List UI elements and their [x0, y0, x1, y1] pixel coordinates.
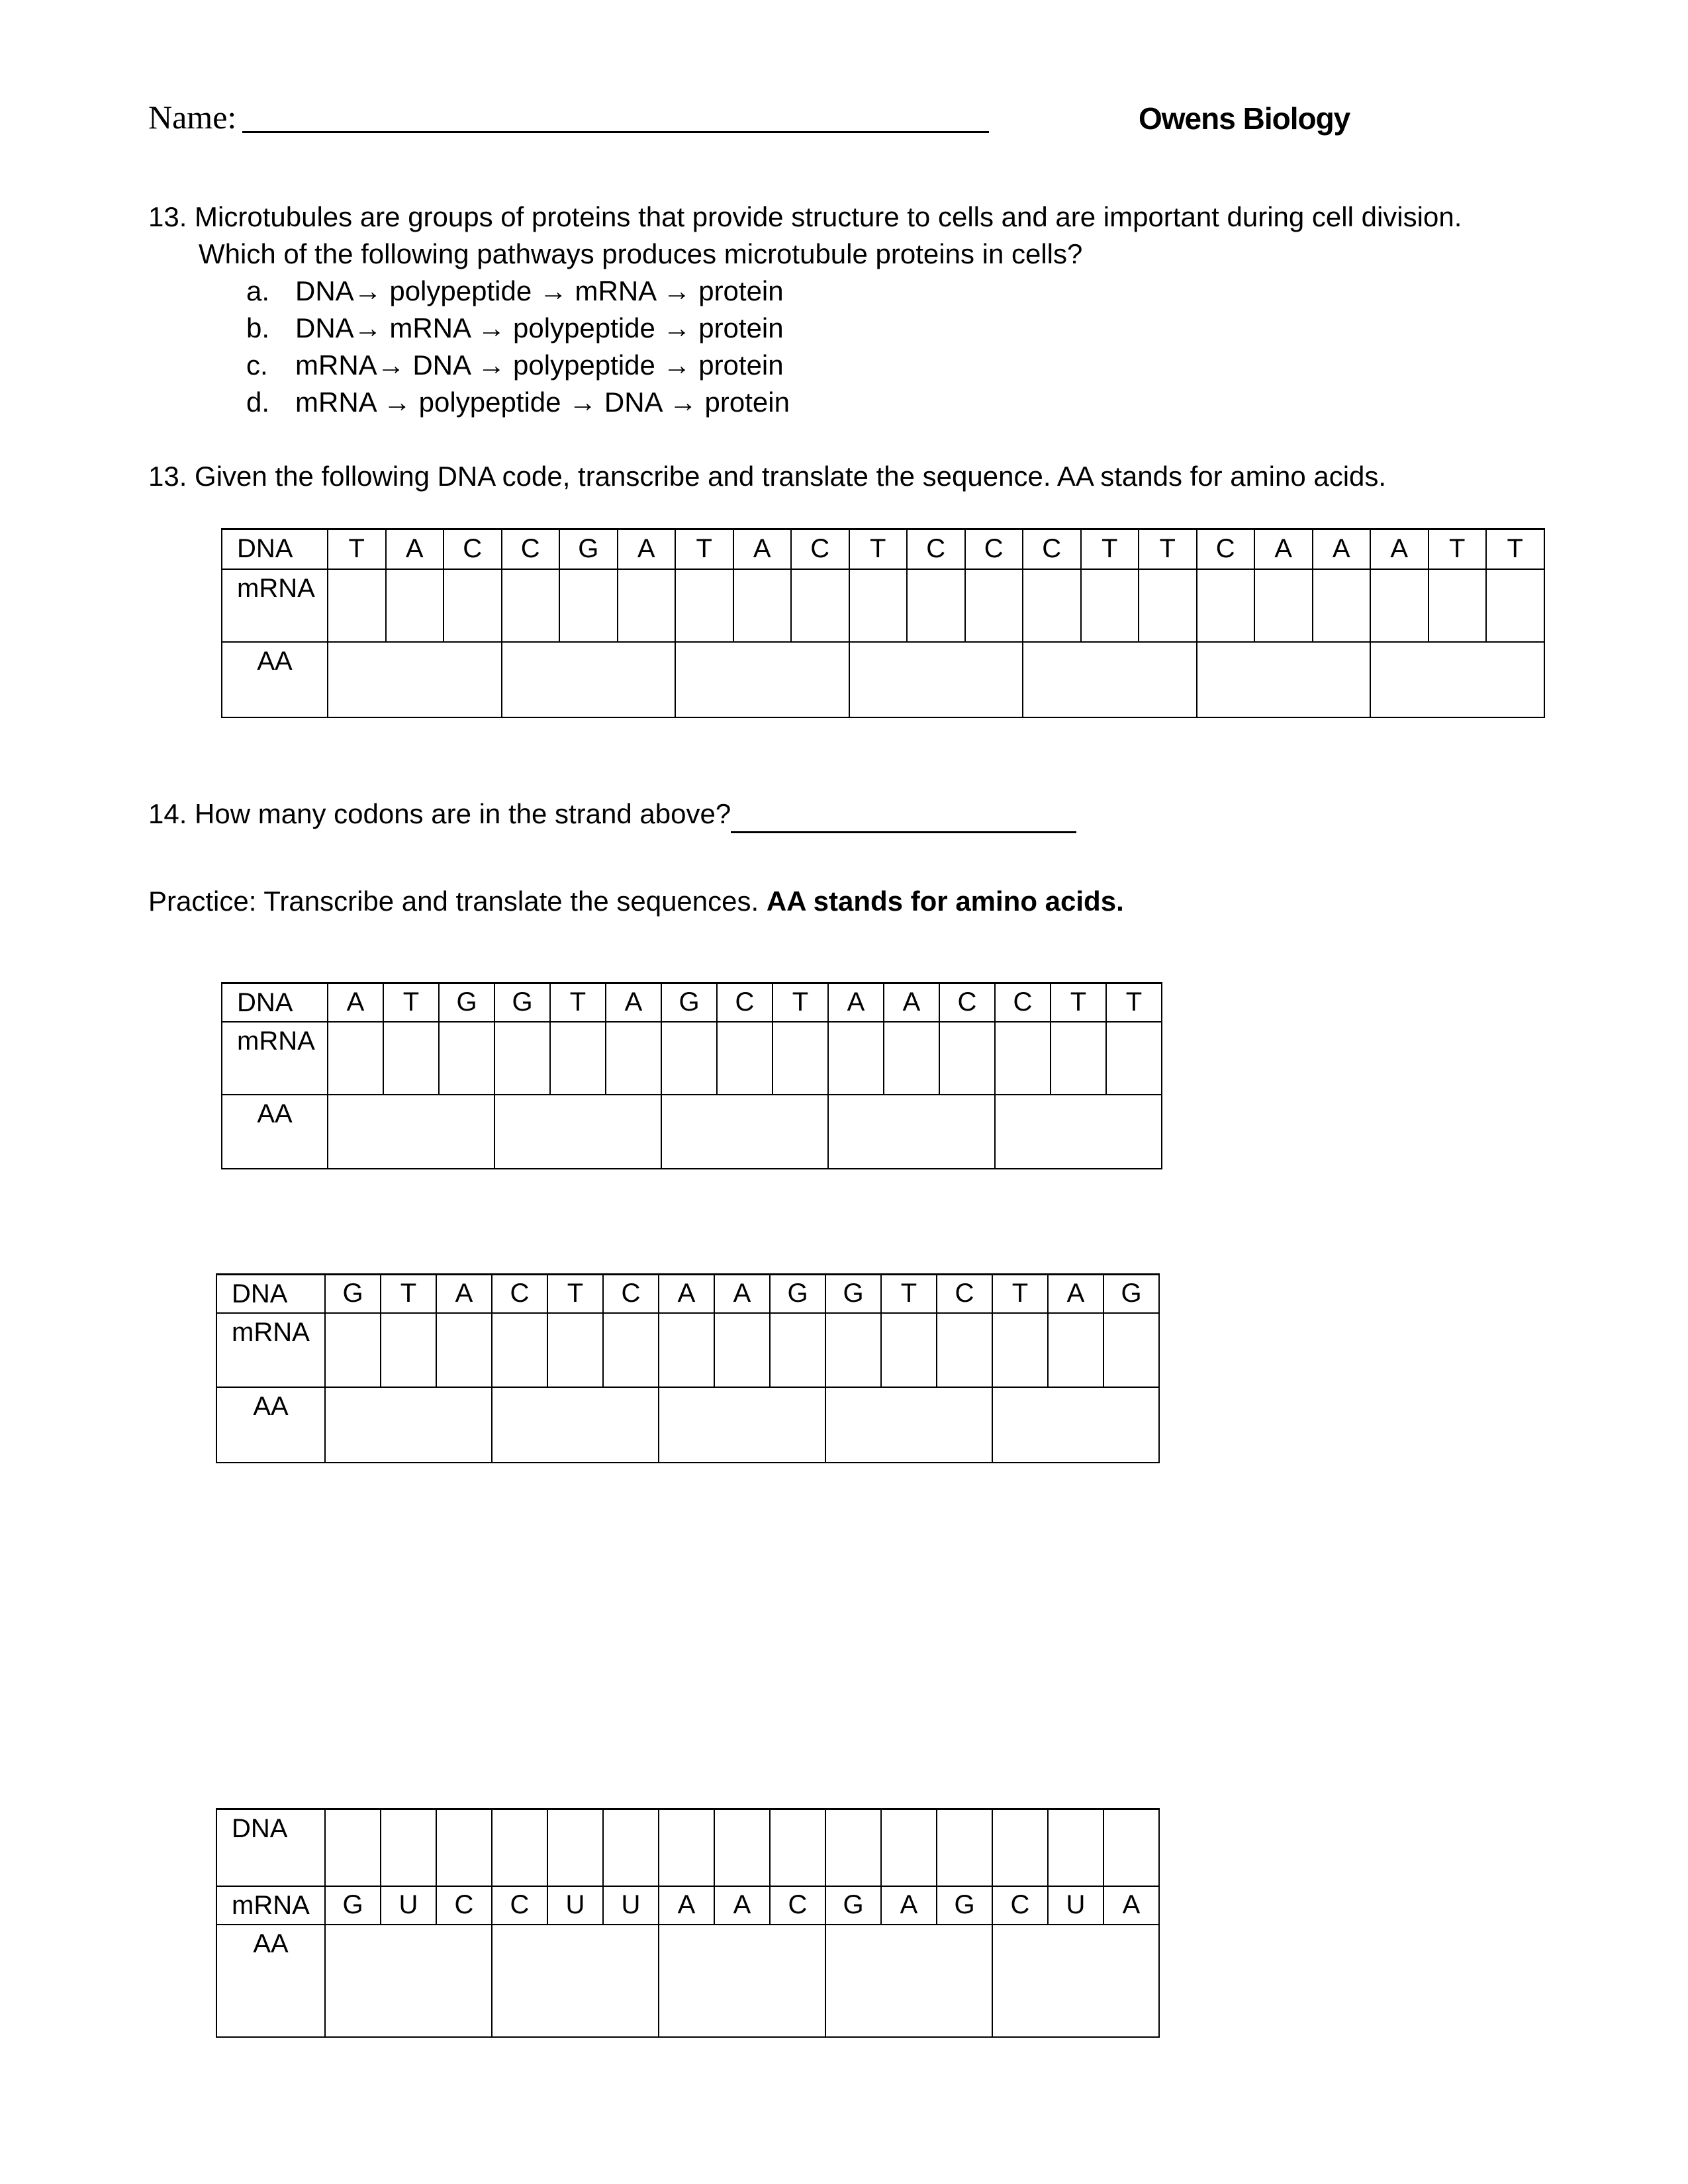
base-cell: G [937, 1886, 992, 1925]
mrna-answer-cell[interactable] [937, 1313, 992, 1387]
base-cell: T [1139, 529, 1197, 569]
question-13-line-2: Which of the following pathways produces microtubule proteins in cells? [199, 238, 1083, 269]
dna-answer-cell[interactable] [937, 1809, 992, 1886]
base-cell: T [1081, 529, 1139, 569]
mrna-answer-cell[interactable] [939, 1022, 995, 1095]
amino-acid-cell[interactable] [502, 642, 676, 717]
base-cell: T [381, 1275, 436, 1313]
mrna-answer-cell[interactable] [1023, 569, 1081, 642]
option-d[interactable] [246, 384, 790, 421]
base-cell: C [992, 1886, 1048, 1925]
amino-acid-cell[interactable] [992, 1925, 1159, 2037]
amino-acid-cell[interactable] [492, 1925, 659, 2037]
dna-answer-cell[interactable] [770, 1809, 825, 1886]
base-cell: T [1429, 529, 1487, 569]
mrna-row [216, 1313, 1159, 1387]
mrna-row-label: mRNA [216, 1313, 325, 1387]
mrna-answer-cell[interactable] [907, 569, 965, 642]
mrna-answer-cell[interactable] [773, 1022, 828, 1095]
base-cell: G [325, 1886, 381, 1925]
name-label: Name: [148, 99, 237, 136]
base-cell: T [383, 983, 439, 1022]
mrna-answer-cell[interactable] [618, 569, 676, 642]
dna-row-label: DNA [222, 983, 328, 1022]
base-cell: A [828, 983, 884, 1022]
base-cell: C [770, 1886, 825, 1925]
course-title: Owens Biology [1139, 101, 1350, 136]
amino-acid-cell[interactable] [825, 1387, 992, 1463]
base-cell: U [603, 1886, 659, 1925]
aa-row [222, 1095, 1162, 1169]
base-cell: T [328, 529, 386, 569]
sequence-table-4 [216, 1808, 1160, 2038]
base-cell: T [1486, 529, 1544, 569]
mrna-answer-cell[interactable] [1103, 1313, 1159, 1387]
base-cell: A [733, 529, 792, 569]
mrna-answer-cell[interactable] [436, 1313, 492, 1387]
amino-acid-cell[interactable] [1197, 642, 1371, 717]
dna-answer-cell[interactable] [603, 1809, 659, 1886]
base-cell: A [1103, 1886, 1159, 1925]
base-cell: U [1048, 1886, 1103, 1925]
base-cell: A [618, 529, 676, 569]
base-cell: U [547, 1886, 603, 1925]
amino-acid-cell[interactable] [659, 1925, 825, 2037]
dna-answer-cell[interactable] [1048, 1809, 1103, 1886]
mrna-answer-cell[interactable] [791, 569, 849, 642]
sequence-table-3 [216, 1273, 1160, 1463]
base-cell: C [907, 529, 965, 569]
dna-row-label: DNA [216, 1809, 325, 1886]
mrna-row [222, 1022, 1162, 1095]
option-letter: d. [246, 387, 270, 418]
base-cell: C [436, 1886, 492, 1925]
base-cell: A [1370, 529, 1429, 569]
amino-acid-cell[interactable] [492, 1387, 659, 1463]
mrna-answer-cell[interactable] [550, 1022, 606, 1095]
dna-row-label: DNA [216, 1275, 325, 1313]
mrna-answer-cell[interactable] [1106, 1022, 1162, 1095]
amino-acid-cell[interactable] [325, 1925, 492, 2037]
mrna-answer-cell[interactable] [1486, 569, 1544, 642]
aa-row-label: AA [216, 1925, 325, 2037]
mrna-answer-cell[interactable] [1197, 569, 1255, 642]
mrna-answer-cell[interactable] [439, 1022, 494, 1095]
question-13-multiple-choice [148, 199, 1462, 273]
aa-row-label: AA [222, 642, 328, 717]
mrna-answer-cell[interactable] [661, 1022, 717, 1095]
amino-acid-cell[interactable] [325, 1387, 492, 1463]
base-cell: T [547, 1275, 603, 1313]
base-cell: C [492, 1886, 547, 1925]
base-cell: T [881, 1275, 937, 1313]
base-cell: T [1051, 983, 1106, 1022]
mrna-answer-cell[interactable] [383, 1022, 439, 1095]
dna-row [222, 529, 1544, 569]
base-cell: C [1023, 529, 1081, 569]
mrna-answer-cell[interactable] [502, 569, 560, 642]
base-cell: G [825, 1886, 881, 1925]
amino-acid-cell[interactable] [675, 642, 849, 717]
dna-answer-cell[interactable] [436, 1809, 492, 1886]
amino-acid-cell[interactable] [1370, 642, 1544, 717]
base-cell: G [825, 1275, 881, 1313]
option-text: mRNA→ DNA → polypeptide → protein [295, 349, 784, 381]
base-cell: C [965, 529, 1023, 569]
mrna-answer-cell[interactable] [849, 569, 908, 642]
base-cell: G [770, 1275, 825, 1313]
amino-acid-cell[interactable] [494, 1095, 661, 1169]
practice-bold-note: AA stands for amino acids. [766, 886, 1124, 917]
base-cell: A [606, 983, 661, 1022]
dna-answer-cell[interactable] [492, 1809, 547, 1886]
question-14: 14. How many codons are in the strand above? [148, 798, 731, 829]
amino-acid-cell[interactable] [995, 1095, 1162, 1169]
aa-row [216, 1925, 1159, 2037]
mrna-answer-cell[interactable] [559, 569, 618, 642]
mrna-answer-cell[interactable] [494, 1022, 550, 1095]
mrna-answer-cell[interactable] [1139, 569, 1197, 642]
mrna-answer-cell[interactable] [995, 1022, 1051, 1095]
amino-acid-cell[interactable] [992, 1387, 1159, 1463]
mrna-answer-cell[interactable] [603, 1313, 659, 1387]
amino-acid-cell[interactable] [328, 642, 502, 717]
question-13-line-1: 13. Microtubules are groups of proteins that provide structure to cells and are important during cell division. [148, 201, 1462, 232]
mrna-row-label: mRNA [222, 1022, 328, 1095]
mrna-answer-cell[interactable] [881, 1313, 937, 1387]
amino-acid-cell[interactable] [828, 1095, 995, 1169]
base-cell: G [439, 983, 494, 1022]
mrna-answer-cell[interactable] [1254, 569, 1313, 642]
base-cell: C [492, 1275, 547, 1313]
base-cell: G [494, 983, 550, 1022]
base-cell: T [849, 529, 908, 569]
base-cell: C [502, 529, 560, 569]
base-cell: T [1106, 983, 1162, 1022]
option-text: DNA→ polypeptide → mRNA → protein [295, 275, 784, 306]
base-cell: G [559, 529, 618, 569]
mrna-answer-cell[interactable] [1081, 569, 1139, 642]
mrna-answer-cell[interactable] [606, 1022, 661, 1095]
base-cell: A [714, 1886, 770, 1925]
amino-acid-cell[interactable] [661, 1095, 828, 1169]
sequence-table-1 [221, 528, 1545, 718]
dna-answer-cell[interactable] [1103, 1809, 1159, 1886]
option-letter: b. [246, 312, 270, 343]
mrna-answer-cell[interactable] [444, 569, 502, 642]
dna-row-label: DNA [222, 529, 328, 569]
amino-acid-cell[interactable] [328, 1095, 494, 1169]
name-input-line[interactable] [242, 131, 989, 133]
base-cell: T [550, 983, 606, 1022]
aa-row-label: AA [222, 1095, 328, 1169]
amino-acid-cell[interactable] [1023, 642, 1197, 717]
mrna-answer-cell[interactable] [328, 1022, 383, 1095]
base-cell: A [659, 1886, 714, 1925]
option-letter: a. [246, 275, 270, 306]
mrna-answer-cell[interactable] [965, 569, 1023, 642]
dna-answer-cell[interactable] [992, 1809, 1048, 1886]
option-letter: c. [246, 349, 268, 381]
base-cell: C [603, 1275, 659, 1313]
option-a[interactable] [246, 273, 784, 310]
base-cell: G [661, 983, 717, 1022]
base-cell: C [444, 529, 502, 569]
base-cell: A [884, 983, 939, 1022]
amino-acid-cell[interactable] [849, 642, 1023, 717]
mrna-answer-cell[interactable] [884, 1022, 939, 1095]
mrna-answer-cell[interactable] [1313, 569, 1371, 642]
option-text: mRNA → polypeptide → DNA → protein [295, 387, 790, 418]
question-13-transcribe: 13. Given the following DNA code, transcribe and translate the sequence. AA stands for amino acids. [148, 461, 1387, 492]
base-cell: C [939, 983, 995, 1022]
mrna-answer-cell[interactable] [770, 1313, 825, 1387]
mrna-answer-cell[interactable] [828, 1022, 884, 1095]
mrna-row [222, 569, 1544, 642]
mrna-answer-cell[interactable] [825, 1313, 881, 1387]
mrna-answer-cell[interactable] [1429, 569, 1487, 642]
base-cell: A [1313, 529, 1371, 569]
base-cell: A [659, 1275, 714, 1313]
question-14-answer-line[interactable] [731, 831, 1076, 833]
mrna-answer-cell[interactable] [386, 569, 444, 642]
base-cell: U [381, 1886, 436, 1925]
base-cell: A [436, 1275, 492, 1313]
dna-answer-cell[interactable] [881, 1809, 937, 1886]
base-cell: A [386, 529, 444, 569]
mrna-answer-cell[interactable] [381, 1313, 436, 1387]
mrna-answer-cell[interactable] [992, 1313, 1048, 1387]
base-cell: A [328, 983, 383, 1022]
amino-acid-cell[interactable] [659, 1387, 825, 1463]
option-c[interactable] [246, 347, 784, 384]
base-cell: C [995, 983, 1051, 1022]
dna-row [216, 1275, 1159, 1313]
mrna-answer-cell[interactable] [328, 569, 386, 642]
base-cell: C [937, 1275, 992, 1313]
mrna-row-label: mRNA [216, 1886, 325, 1925]
mrna-answer-cell[interactable] [714, 1313, 770, 1387]
mrna-answer-cell[interactable] [675, 569, 733, 642]
mrna-answer-cell[interactable] [547, 1313, 603, 1387]
mrna-answer-cell[interactable] [717, 1022, 773, 1095]
base-cell: A [881, 1886, 937, 1925]
mrna-row-label: mRNA [222, 569, 328, 642]
aa-row-label: AA [216, 1387, 325, 1463]
base-cell: A [1254, 529, 1313, 569]
base-cell: T [675, 529, 733, 569]
mrna-answer-cell[interactable] [1048, 1313, 1103, 1387]
dna-row [222, 983, 1162, 1022]
mrna-answer-cell[interactable] [1370, 569, 1429, 642]
mrna-answer-cell[interactable] [733, 569, 792, 642]
aa-row [222, 642, 1544, 717]
base-cell: A [714, 1275, 770, 1313]
option-b[interactable] [246, 310, 784, 347]
mrna-answer-cell[interactable] [492, 1313, 547, 1387]
base-cell: C [791, 529, 849, 569]
mrna-answer-cell[interactable] [659, 1313, 714, 1387]
base-cell: C [717, 983, 773, 1022]
option-text: DNA→ mRNA → polypeptide → protein [295, 312, 784, 343]
mrna-answer-cell[interactable] [325, 1313, 381, 1387]
dna-answer-cell[interactable] [325, 1809, 381, 1886]
dna-answer-cell[interactable] [825, 1809, 881, 1886]
dna-answer-cell[interactable] [659, 1809, 714, 1886]
base-cell: T [773, 983, 828, 1022]
dna-row [216, 1809, 1159, 1886]
base-cell: G [1103, 1275, 1159, 1313]
mrna-answer-cell[interactable] [1051, 1022, 1106, 1095]
practice-instructions [148, 883, 1124, 920]
dna-answer-cell[interactable] [381, 1809, 436, 1886]
base-cell: G [325, 1275, 381, 1313]
practice-text: Practice: Transcribe and translate the sequences. [148, 886, 767, 917]
sequence-table-2 [221, 982, 1162, 1169]
aa-row [216, 1387, 1159, 1463]
dna-answer-cell[interactable] [547, 1809, 603, 1886]
base-cell: T [992, 1275, 1048, 1313]
base-cell: C [1197, 529, 1255, 569]
dna-answer-cell[interactable] [714, 1809, 770, 1886]
mrna-row [216, 1886, 1159, 1925]
base-cell: A [1048, 1275, 1103, 1313]
amino-acid-cell[interactable] [825, 1925, 992, 2037]
